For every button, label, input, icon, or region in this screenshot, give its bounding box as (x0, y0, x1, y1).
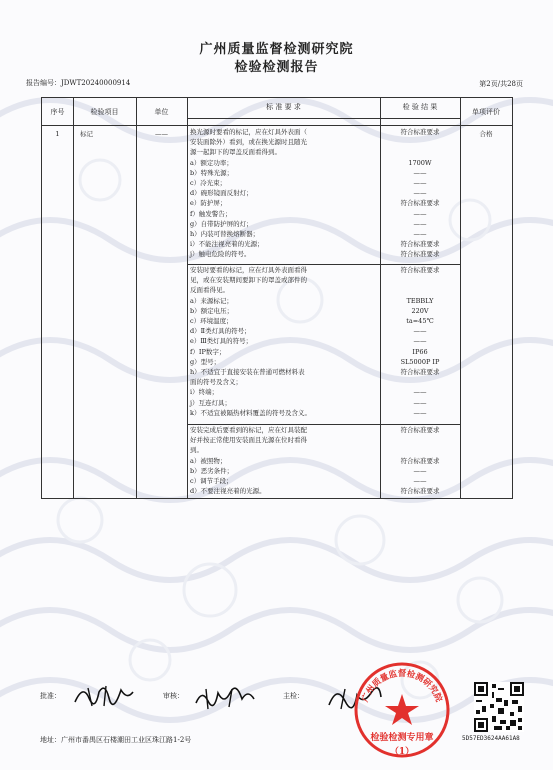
standard-line: a）被照物； (190, 456, 227, 465)
standard-line: c）环境温度； (190, 317, 233, 325)
result-line: 符合标准要求 (400, 199, 440, 208)
standard-line: a）额定功率； (190, 158, 233, 167)
standard-line: 安装面除外）看到，或在换光源时且随光 (190, 138, 307, 147)
result-line: 符合标准要求 (400, 266, 440, 274)
standard-line: d）不要注视亮着的光源。 (190, 487, 266, 496)
standard-line: i）不能注视亮着的光源； (190, 240, 264, 249)
standard-line: j）互连灯具； (190, 398, 232, 407)
result-line: 220V (411, 306, 429, 315)
result-line: 符合标准要求 (400, 128, 440, 136)
standard-line: 安装完成后要看到的标记，应在灯具装配 (190, 426, 307, 434)
row-unit: —— (155, 130, 168, 138)
standard-line: 安装时要看的标记，应在灯具外表面看得 (190, 266, 307, 274)
result-line: —— (413, 168, 427, 177)
result-line: —— (413, 179, 427, 187)
standard-line: k）不适宜被隔热材料覆盖的符号及含义。 (190, 408, 311, 417)
result-line: 符合标准要求 (400, 250, 440, 259)
seal-arc-text: 广州质量监督检测研究院 (360, 669, 444, 704)
result-line: 符合标准要求 (400, 456, 440, 465)
seal-text: 检验检测专用章 (370, 733, 434, 743)
standard-line: a）来源标记； (190, 296, 233, 305)
reviewer-signature (192, 683, 262, 713)
standard-line: 源一起卸下的罩盖反面看得到。 (190, 148, 281, 157)
standard-line: b）特殊光源； (190, 168, 234, 177)
official-seal (352, 660, 452, 760)
institute-name: 广州质量监督检测研究院 (199, 42, 354, 57)
result-line: —— (413, 408, 427, 417)
standard-line: j）触电危险的符号。 (190, 250, 251, 259)
header-item: 检验项目 (90, 108, 119, 116)
header-standard: 标 准 要 求 (266, 103, 301, 111)
result-line: —— (413, 230, 427, 238)
standard-line: 面的符号及含义； (190, 378, 242, 387)
row-seq: 1 (55, 130, 60, 138)
standard-line: h）内装可替换熔断器； (190, 230, 260, 238)
review-label: 审核： (163, 692, 184, 700)
result-line: ta=45℃ (406, 317, 434, 325)
standard-line: 好并按正常使用安装面且光源在位时看得 (190, 436, 307, 445)
standard-line: d）Ⅱ类灯具的符号； (190, 327, 251, 336)
header-eval: 单项评价 (472, 108, 500, 116)
result-line: —— (413, 337, 427, 346)
result-line: —— (413, 398, 427, 407)
approve-label: 批准： (40, 692, 61, 700)
header-result: 检 验 结 果 (402, 103, 438, 111)
result-line: 符合标准要求 (400, 487, 440, 496)
standard-line: b）恶劣条件； (190, 466, 234, 475)
result-line: 符合标准要求 (400, 240, 440, 249)
standard-line: 见，或在安装期间要卸下的罩盖或部件的 (190, 276, 307, 285)
row-eval: 合格 (479, 130, 493, 138)
standard-line: e）Ⅲ类灯具的符号； (190, 337, 253, 346)
verification-code: 5D57ED3624AA61A8 (462, 735, 520, 742)
standard-line: e）防护屏； (190, 199, 227, 208)
result-line: —— (413, 189, 427, 198)
result-line: TEBBLY (406, 296, 434, 305)
standard-line: g）型号； (190, 357, 221, 366)
result-line: SL5000P IP (400, 357, 440, 366)
result-line: —— (413, 477, 427, 485)
seal-number: （1） (389, 747, 415, 757)
result-line: IP66 (412, 347, 428, 356)
header-seq: 序号 (50, 108, 65, 116)
standard-line: f）触发警告； (190, 209, 232, 218)
page-number: 第2页/共28页 (479, 80, 523, 88)
address: 地址：广州市番禺区石楼潮田工业区珠江路1-2号 (40, 736, 192, 744)
header-unit: 单位 (154, 108, 169, 116)
standard-line: c）冷光束； (190, 179, 227, 187)
standard-line: 反面看得见。 (190, 286, 229, 295)
result-line: 1700W (408, 158, 432, 167)
standard-line: g）自带防护屏的灯； (190, 219, 253, 228)
result-line: —— (413, 388, 427, 397)
result-line: 符合标准要求 (400, 368, 440, 376)
result-line: 符合标准要求 (400, 426, 440, 434)
result-line: —— (413, 219, 427, 228)
inspection-table (41, 97, 513, 499)
standard-line: h）不适宜于直接安装在普通可燃材料表 (190, 368, 305, 376)
standard-line: d）碗形镜面反射灯； (190, 189, 253, 198)
report-number: 报告编号：JDWT20240000914 (26, 79, 131, 87)
result-line: —— (413, 466, 427, 475)
report-title: 检验检测报告 (234, 60, 319, 75)
standard-line: 到。 (190, 446, 203, 455)
standard-line: f）IP数字； (190, 347, 226, 356)
qr-code[interactable] (474, 682, 524, 732)
approver-signature (70, 680, 140, 710)
standard-line: b）额定电压； (190, 306, 234, 315)
row-item: 标记 (80, 130, 93, 138)
standard-line: 换光源时要看的标记，应在灯具外表面（ (190, 128, 307, 136)
standard-line: c）调节手段； (190, 477, 233, 485)
main-inspector-label: 主检： (283, 692, 304, 700)
result-line: —— (413, 209, 427, 218)
result-line: —— (413, 327, 427, 336)
standard-line: i）终端； (190, 388, 219, 397)
